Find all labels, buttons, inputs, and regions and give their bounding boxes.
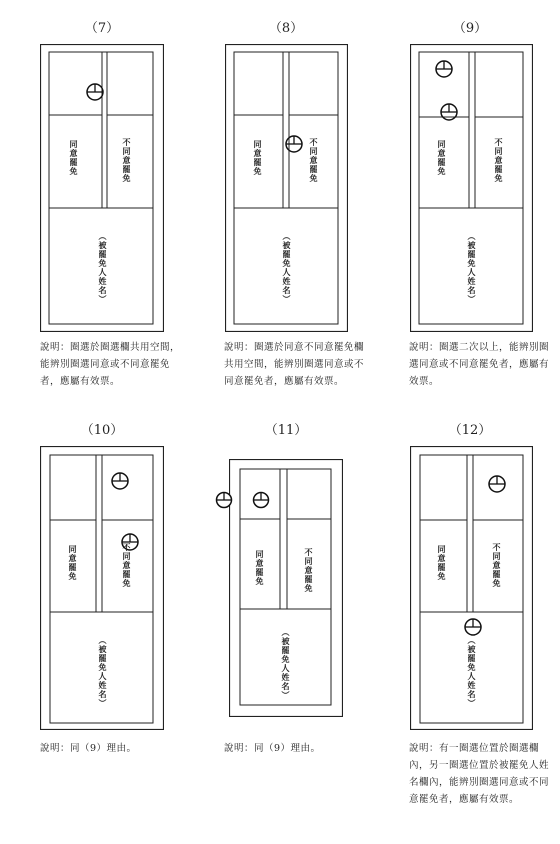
example-note: 說明：有一圈選位置於圈選欄內，另一圈選位置於被罷免人姓名欄內，能辨別圈選同意或不同意罷免者，應屬有效票。 bbox=[409, 743, 550, 805]
agree-label: 同意罷免 bbox=[69, 140, 79, 176]
example-note: 說明：同（9）理由。 bbox=[40, 743, 137, 754]
candidate-name-label: （被罷免人姓名） bbox=[467, 232, 477, 304]
example-note: 說明：圈選於圈選欄共用空間，能辨別圈選同意或不同意罷免者，應屬有效票。 bbox=[40, 342, 181, 387]
example-number: （8） bbox=[268, 21, 304, 36]
vote-stamp-icon bbox=[214, 490, 234, 510]
disagree-label: 不同意罷免 bbox=[492, 543, 502, 588]
example-number: （7） bbox=[84, 21, 120, 36]
disagree-label: 不同意罷免 bbox=[122, 543, 132, 588]
disagree-label: 不同意罷免 bbox=[304, 548, 314, 593]
disagree-label: 不同意罷免 bbox=[122, 138, 132, 183]
example-number: （11） bbox=[264, 423, 308, 438]
candidate-name-label: （被罷免人姓名） bbox=[98, 232, 108, 304]
agree-label: 同意罷免 bbox=[253, 140, 263, 176]
candidate-name-label: （被罷免人姓名） bbox=[281, 628, 291, 700]
vote-stamp-icon bbox=[465, 619, 481, 635]
example-note: 說明：圈選二次以上，能辨別圈選同意或不同意罷免者，應屬有效票。 bbox=[409, 342, 550, 387]
agree-label: 同意罷免 bbox=[437, 140, 447, 176]
agree-label: 同意罷免 bbox=[255, 550, 265, 586]
agree-label: 同意罷免 bbox=[68, 545, 78, 581]
disagree-label: 不同意罷免 bbox=[309, 138, 319, 183]
example-note: 說明：圈選於同意不同意罷免欄共用空間，能辨別圈選同意或不同意罷免者，應屬有效票。 bbox=[224, 342, 365, 387]
example-number: （10） bbox=[80, 423, 124, 438]
candidate-name-label: （被罷免人姓名） bbox=[467, 636, 477, 708]
disagree-label: 不同意罷免 bbox=[494, 138, 504, 183]
example-number: （9） bbox=[452, 21, 488, 36]
agree-label: 同意罷免 bbox=[437, 545, 447, 581]
candidate-name-label: （被罷免人姓名） bbox=[98, 636, 108, 708]
example-number: （12） bbox=[448, 423, 492, 438]
candidate-name-label: （被罷免人姓名） bbox=[282, 232, 292, 304]
example-note: 說明：同（9）理由。 bbox=[224, 743, 321, 754]
